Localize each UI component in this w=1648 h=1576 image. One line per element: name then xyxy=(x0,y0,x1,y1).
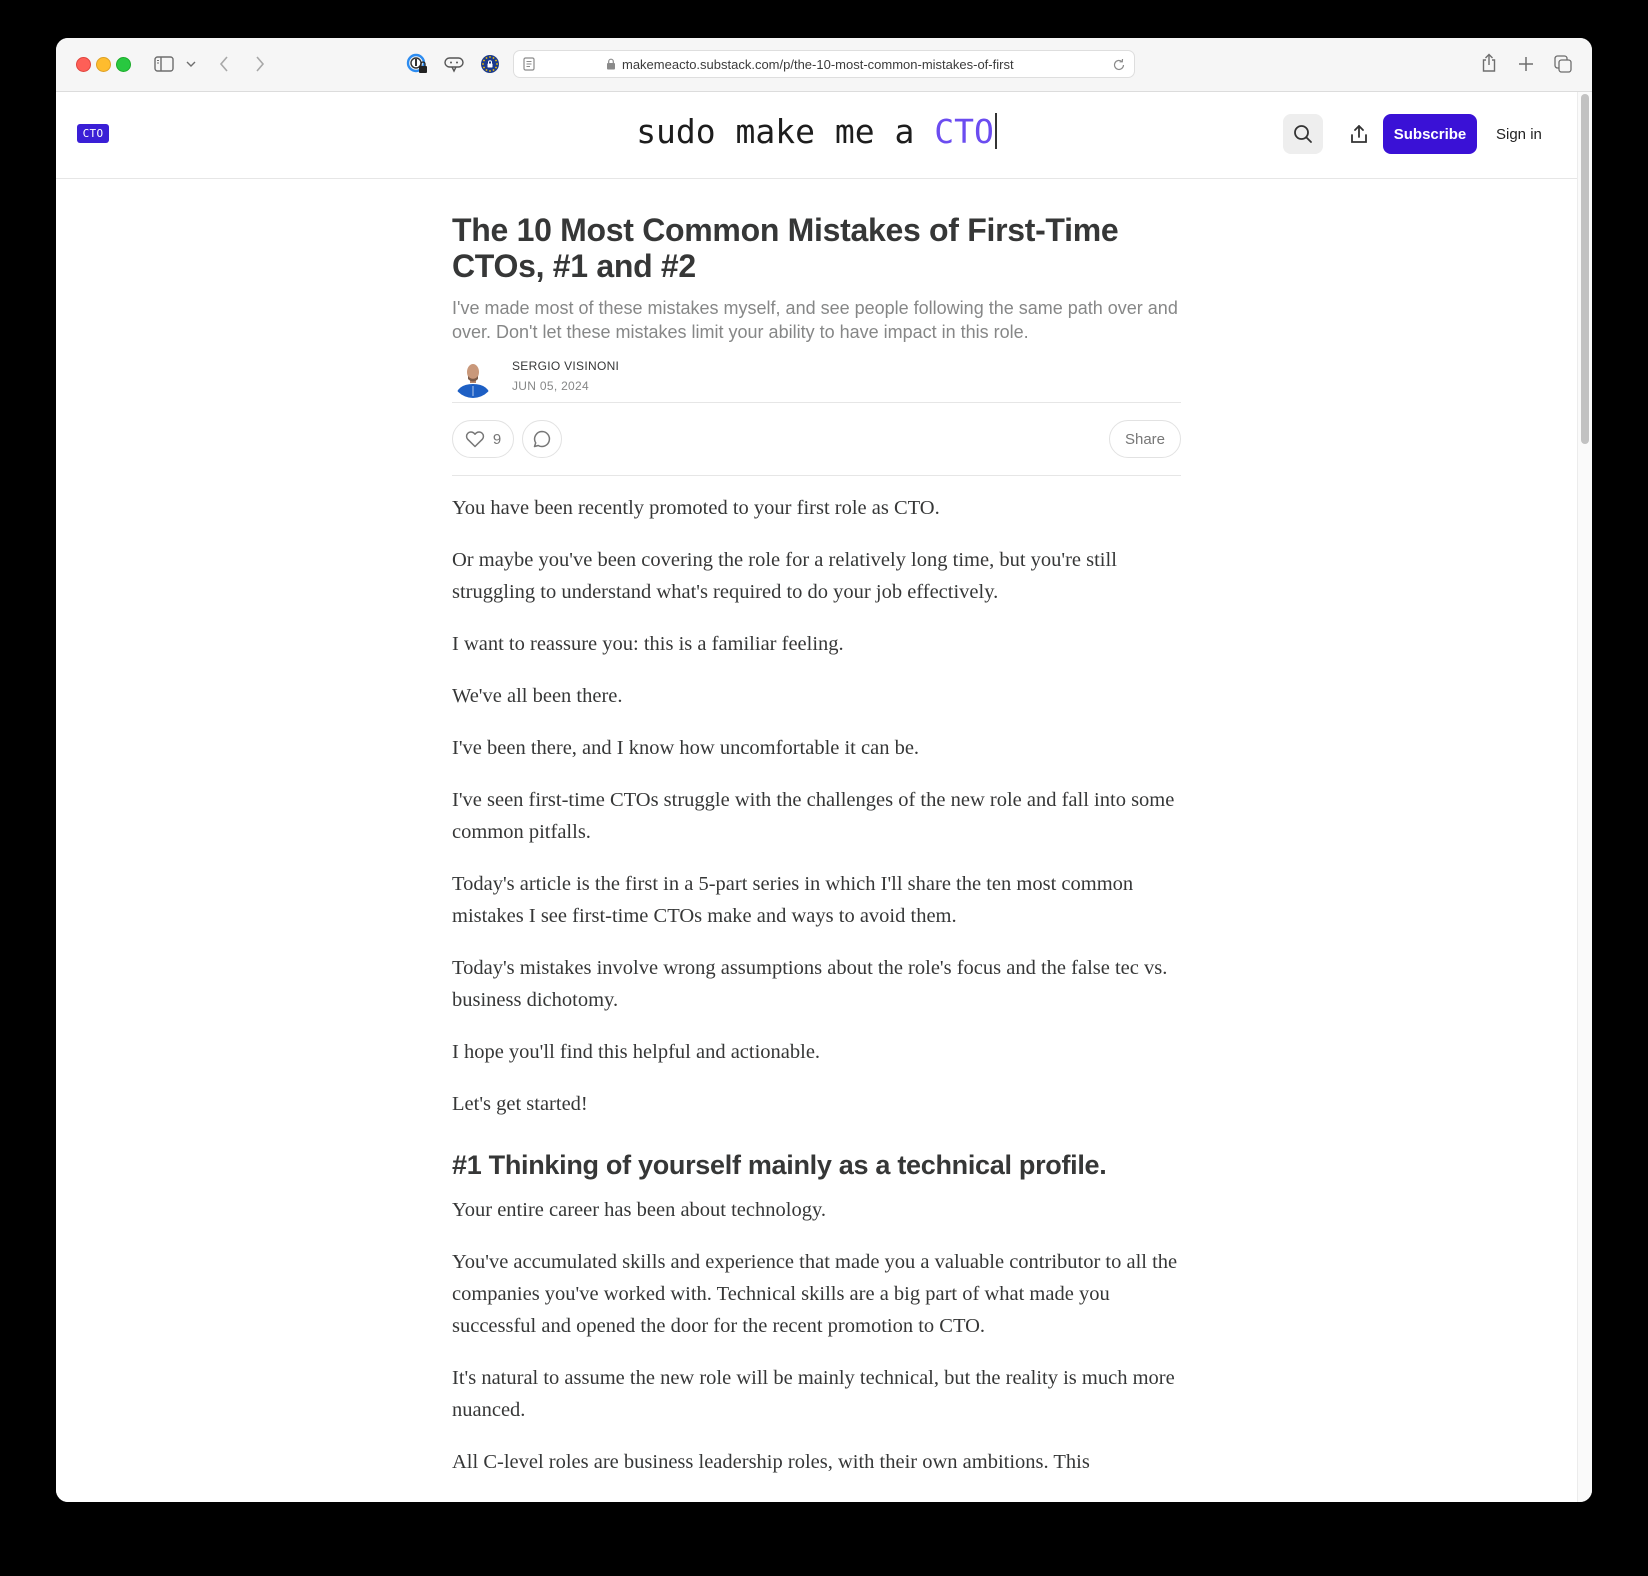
divider xyxy=(452,475,1181,476)
forward-icon[interactable] xyxy=(250,53,270,75)
text-cursor xyxy=(995,113,997,149)
reader-icon[interactable] xyxy=(520,55,538,73)
speech-bubble-extension-icon[interactable] xyxy=(441,52,467,76)
post-subtitle: I've made most of these mistakes myself, and see people following the same path over and over. Don't let these mistakes limit your ability to have impact in this role. xyxy=(452,298,1178,342)
paragraph: You have been recently promoted to your first role as CTO. xyxy=(452,497,940,519)
maximize-window-button[interactable] xyxy=(116,57,131,72)
site-title-accent: CTO xyxy=(934,112,994,151)
paragraph: Or maybe you've been covering the role for a relatively long time, but you're still struggling to understand what's required to do your job effectively. xyxy=(452,549,1117,603)
article xyxy=(452,212,1181,1498)
eu-privacy-extension-icon[interactable] xyxy=(478,52,502,76)
site-logo[interactable]: CTO xyxy=(77,124,109,143)
paragraph: Let's get started! xyxy=(452,1093,588,1115)
paragraph: Today's mistakes involve wrong assumptions about the role's focus and the false tec vs. business dichotomy. xyxy=(452,957,1168,1011)
chevron-down-icon[interactable] xyxy=(184,56,198,72)
paragraph: We've all been there. xyxy=(452,685,623,707)
new-tab-icon[interactable] xyxy=(1514,52,1538,76)
site-header xyxy=(56,92,1577,179)
comment-button[interactable] xyxy=(522,420,562,458)
byline xyxy=(452,356,1181,402)
lock-icon xyxy=(605,57,617,71)
section-heading: #1 Thinking of yourself mainly as a technical profile. xyxy=(452,1150,1107,1180)
like-count: 9 xyxy=(492,430,502,448)
share-icon[interactable] xyxy=(1477,50,1501,76)
reload-icon[interactable] xyxy=(1110,56,1128,74)
paragraph: I've been there, and I know how uncomfortable it can be. xyxy=(452,737,920,759)
browser-toolbar xyxy=(56,38,1592,92)
heart-icon xyxy=(465,430,485,448)
page-scrollbar[interactable] xyxy=(1577,92,1592,1502)
article-body xyxy=(452,492,1181,1478)
browser-window xyxy=(56,38,1592,1502)
post-actions xyxy=(452,403,1181,475)
back-icon[interactable] xyxy=(214,53,234,75)
paragraph: Your entire career has been about technology. xyxy=(452,1199,826,1221)
site-title-prefix: sudo make me a xyxy=(636,112,935,151)
comment-icon xyxy=(532,429,552,449)
header-share-button[interactable] xyxy=(1339,114,1379,154)
like-button[interactable] xyxy=(452,420,514,458)
tab-overview-icon[interactable] xyxy=(1551,52,1575,76)
paragraph: You've accumulated skills and experience that made you a valuable contributor to all the companies you've worked with. Technical skills are a big part of what made you successful and opened the door for the recent promotion to CTO. xyxy=(452,1251,1178,1337)
minimize-window-button[interactable] xyxy=(96,57,111,72)
subscribe-button[interactable]: Subscribe xyxy=(1383,114,1477,154)
paragraph: Today's article is the first in a 5-part series in which I'll share the ten most common mistakes I see first-time CTOs make and ways to avoid them. xyxy=(452,873,1134,927)
paragraph: I've seen first-time CTOs struggle with the challenges of the new role and fall into some common pitfalls. xyxy=(452,789,1175,843)
url-text: makemeacto.substack.com/p/the-10-most-common-mistakes-of-first xyxy=(622,57,1014,72)
paragraph: I hope you'll find this helpful and actionable. xyxy=(452,1041,821,1063)
paragraph: I want to reassure you: this is a familiar feeling. xyxy=(452,633,844,655)
password-extension-icon[interactable] xyxy=(405,52,429,76)
paragraph: It's natural to assume the new role will be mainly technical, but the reality is much more nuanced. xyxy=(452,1367,1175,1421)
sign-in-link[interactable]: Sign in xyxy=(1496,125,1542,143)
web-page xyxy=(56,92,1577,1502)
share-icon xyxy=(1350,124,1368,144)
sidebar-icon[interactable] xyxy=(152,53,176,75)
post-date: JUN 05, 2024 xyxy=(512,379,589,393)
search-button[interactable] xyxy=(1283,114,1323,154)
author-avatar[interactable] xyxy=(452,356,494,398)
scrollbar-thumb[interactable] xyxy=(1581,94,1589,444)
address-bar[interactable] xyxy=(513,50,1135,78)
close-window-button[interactable] xyxy=(76,57,91,72)
search-icon xyxy=(1293,124,1313,144)
post-title: The 10 Most Common Mistakes of First-Time CTOs, #1 and #2 xyxy=(452,212,1119,284)
share-button[interactable]: Share xyxy=(1109,420,1181,458)
author-name[interactable]: SERGIO VISINONI xyxy=(512,359,620,373)
paragraph: All C-level roles are business leadership roles, with their own ambitions. This xyxy=(452,1451,1090,1473)
